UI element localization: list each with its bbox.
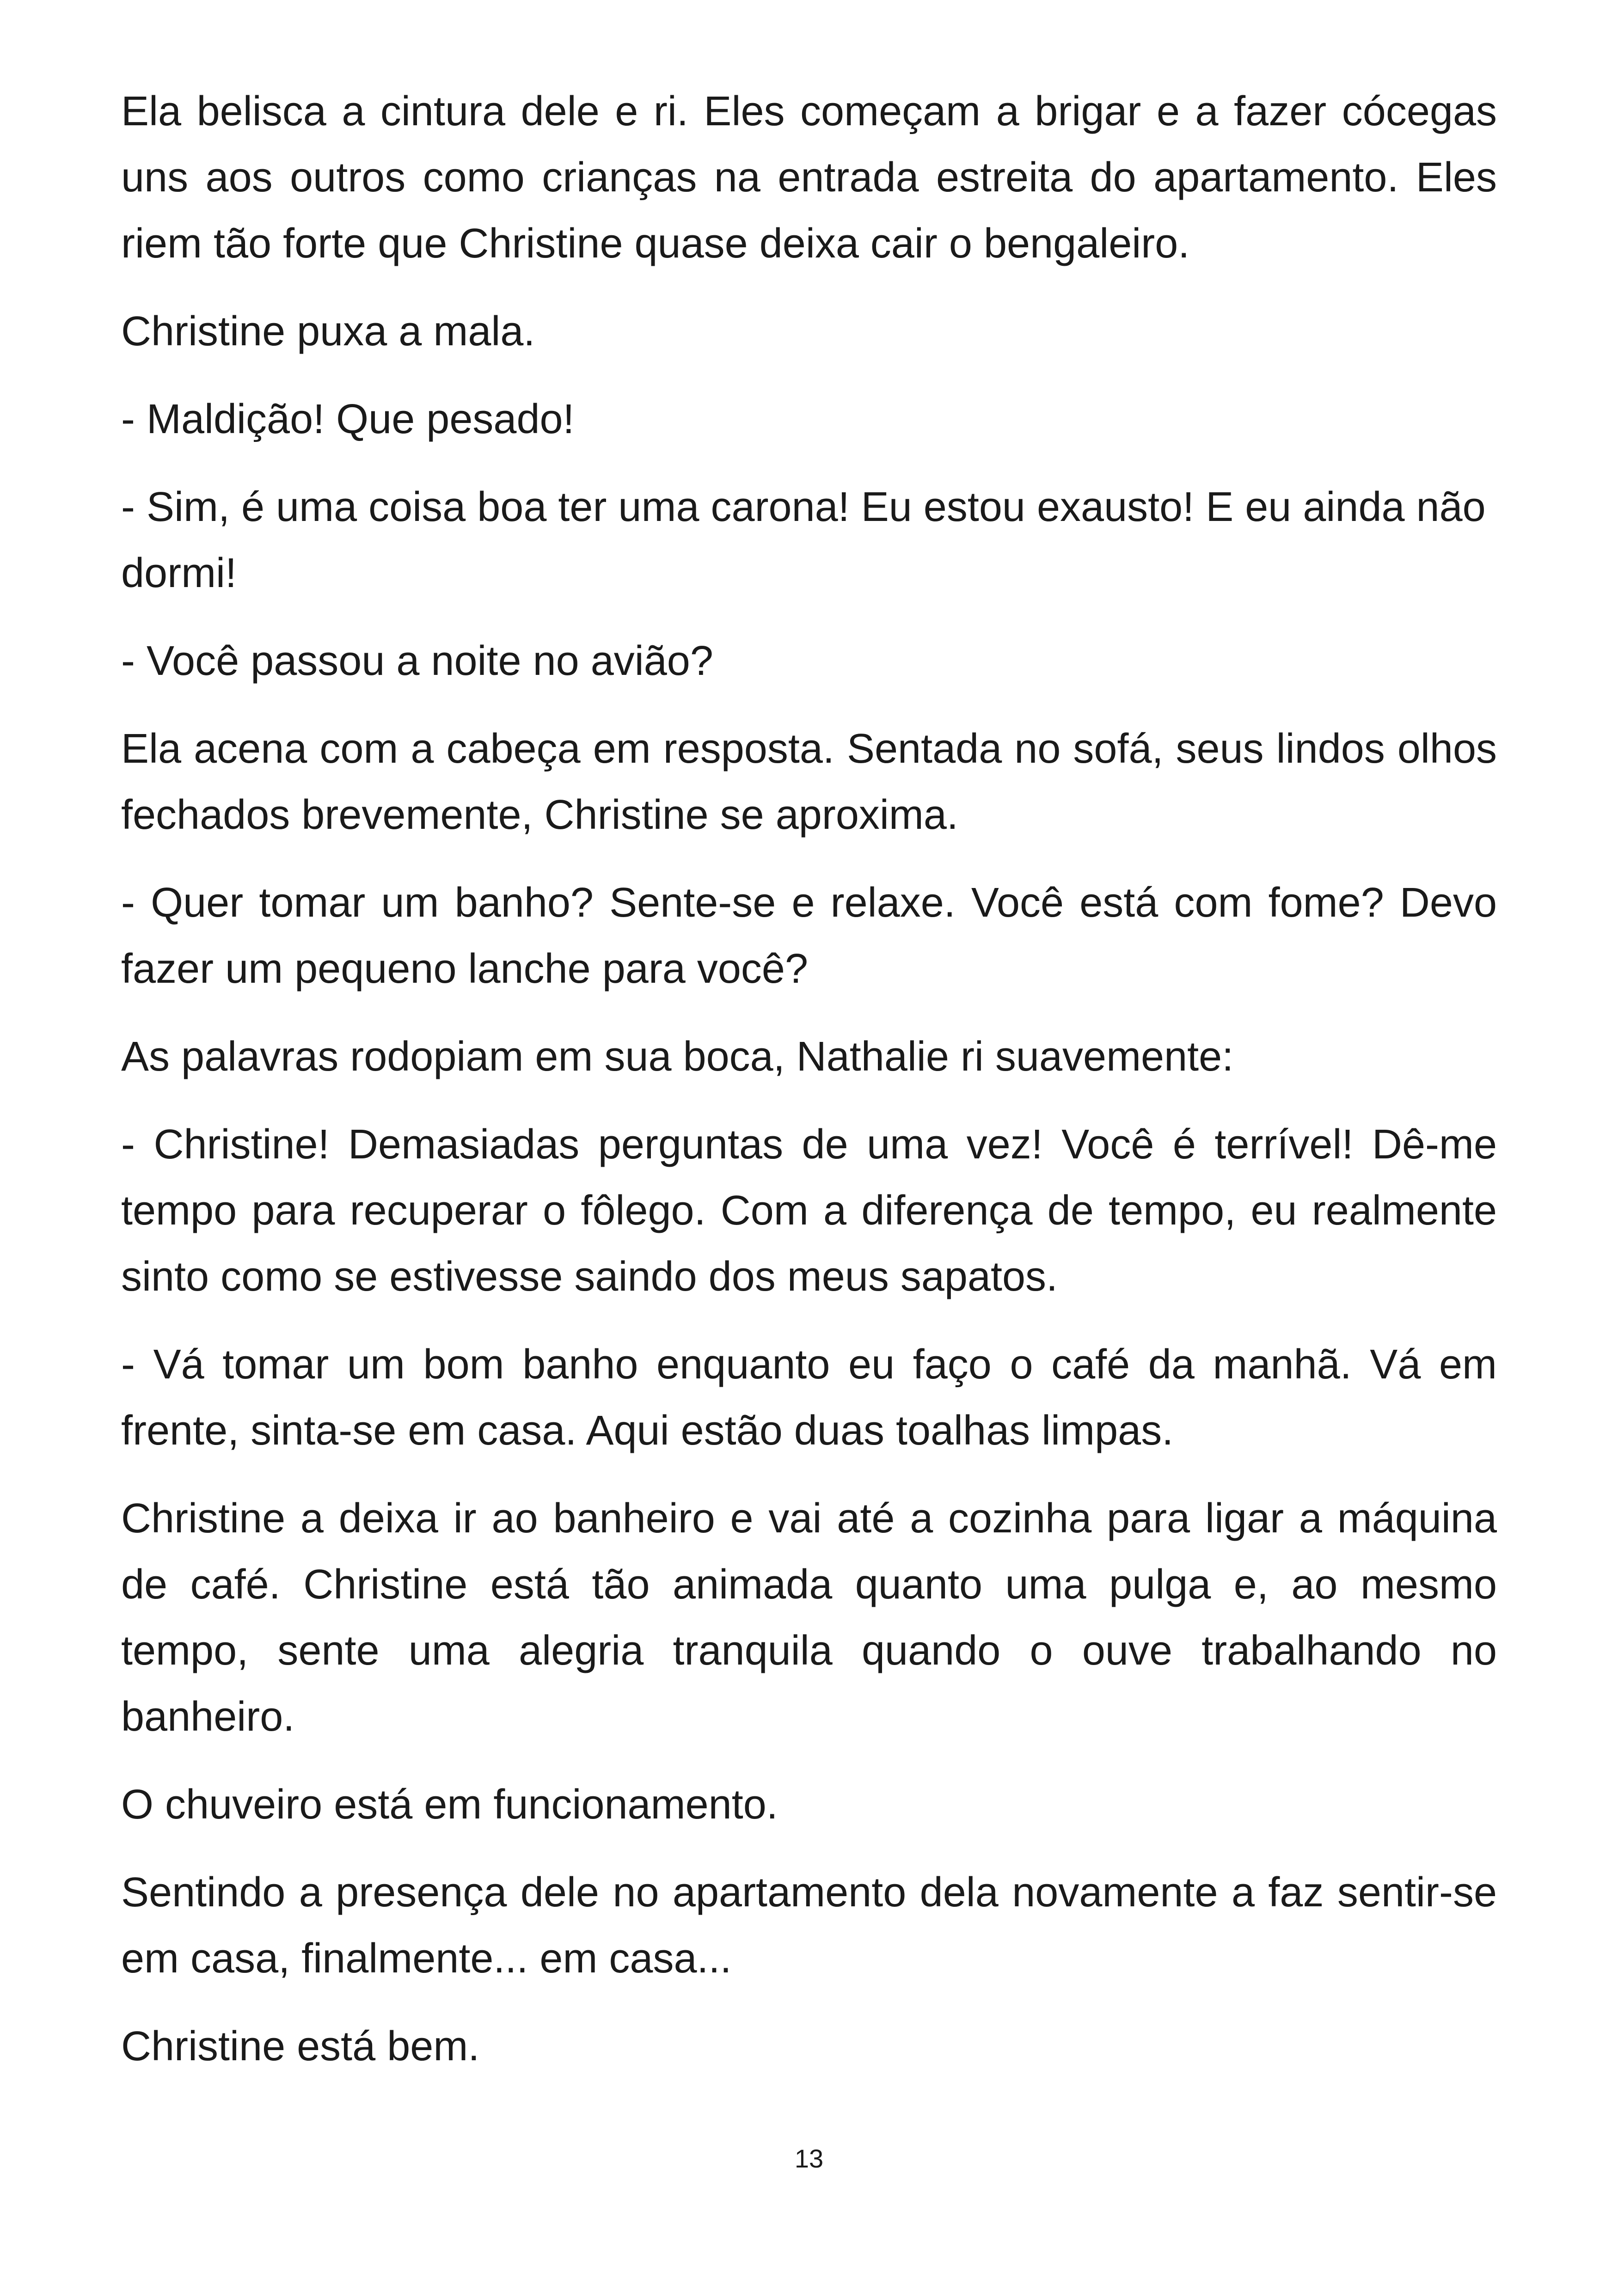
paragraph-9: - Christine! Demasiadas perguntas de uma vez! Você é terrível! Dê-me tempo para recuperar o fôlego. Com a diferença de tempo, eu realmente sinto como se estivesse saindo dos meus sapatos.	[121, 1121, 1497, 1300]
paragraph-4: - Sim, é uma coisa boa ter uma carona! Eu estou exausto! E eu ainda não dormi!	[121, 484, 1486, 596]
paragraph-5: - Você passou a noite no avião?	[121, 638, 713, 684]
paragraph-1: Ela belisca a cintura dele e ri. Eles começam a brigar e a fazer cócegas uns aos outros como crianças na entrada estreita do apartamento. Eles riem tão forte que Christine quase deixa cair o bengaleiro.	[121, 88, 1497, 267]
paragraph-11: Christine a deixa ir ao banheiro e vai até a cozinha para ligar a máquina de café. Christine está tão animada quanto uma pulga e, ao mesmo tempo, sente uma alegria tranquila quando o ouve trabalhando no banheiro.	[121, 1495, 1497, 1740]
page-body	[121, 79, 1497, 2101]
paragraph-12: O chuveiro está em funcionamento.	[121, 1782, 778, 1828]
page-number: 13	[794, 2144, 824, 2173]
paragraph-7: - Quer tomar um banho? Sente-se e relaxe. Você está com fome? Devo fazer um pequeno lanche para você?	[121, 880, 1497, 992]
paragraph-14: Christine está bem.	[121, 2023, 480, 2069]
paragraph-2: Christine puxa a mala.	[121, 308, 535, 355]
paragraph-3: - Maldição! Que pesado!	[121, 396, 575, 442]
paragraph-10: - Vá tomar um bom banho enquanto eu faço o café da manhã. Vá em frente, sinta-se em casa. Aqui estão duas toalhas limpas.	[121, 1341, 1497, 1454]
paragraph-8: As palavras rodopiam em sua boca, Nathalie ri suavemente:	[121, 1034, 1234, 1080]
paragraph-6: Ela acena com a cabeça em resposta. Sentada no sofá, seus lindos olhos fechados brevemente, Christine se aproxima.	[121, 726, 1497, 838]
paragraph-13: Sentindo a presença dele no apartamento dela novamente a faz sentir-se em casa, finalmente... em casa...	[121, 1869, 1497, 1982]
